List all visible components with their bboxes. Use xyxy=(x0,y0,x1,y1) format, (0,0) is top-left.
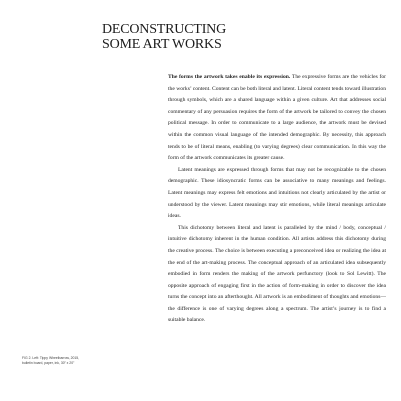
paragraph-1-lead: The forms the artwork takes enable its expression. xyxy=(168,74,291,80)
paragraph-1-text: The expressive forms are the vehicles for the works’ content. Content can be both literal and latent. Literal content tends toward illustration through symbols, which are a shared language within a given culture. Art that addresses social commentary of any persuasion requires the form of the artwork be tailored to convey the chosen political message. In order to communicate to a large audience, the artwork must be devised within the common visual language of the intended demographic. By necessity, this approach tends to be of literal means, enabling (to varying degrees) clear communication. In this way the form of the artwork communicates its greater cause. xyxy=(168,74,386,162)
paragraph-1 xyxy=(168,72,386,165)
caption-line-1: FIG 2. Left: Tippy Wheelbarrow, 2015, xyxy=(22,356,80,360)
paragraph-2: Latent meanings are expressed through forms that may not be recognizable to the chosen demographic. These idiosyncratic forms can be associative to many meanings and feelings. Latent meanings may express felt emotions and intuitions not clearly articulated by the artist or understood by the viewer. Latent meanings may stir emotions, while literal meanings articulate ideas. xyxy=(168,166,386,220)
figure-caption xyxy=(22,356,106,367)
caption-line-2: bulletin board, paper, ink, 30” x 20” xyxy=(22,361,75,366)
paragraph-3: This dichotomy between literal and latent is paralleled by the mind / body, conceptual / intuitive dichotomy inherent in the human condition. All artists address this dichotomy during the creative process. The choice is between executing a preconceived idea or realizing the idea at the end of the art-making process. The conceptual approach of an articulated idea subsequently embodied in form renders the making of the artwork perfunctory (look to Sol Lewitt). The opposite approach of engaging first in the action of form-making in order to discover the idea turns the concept into an afterthought. All artwork is an embodiment of thoughts and emotions—the difference is one of varying degrees along a spectrum. The artist’s journey is to find a suitable balance. xyxy=(168,224,386,324)
body-text xyxy=(168,72,386,327)
title-line-1: DECONSTRUCTING xyxy=(102,22,226,37)
page-title xyxy=(102,22,226,52)
title-line-2: SOME ART WORKS xyxy=(102,37,222,52)
